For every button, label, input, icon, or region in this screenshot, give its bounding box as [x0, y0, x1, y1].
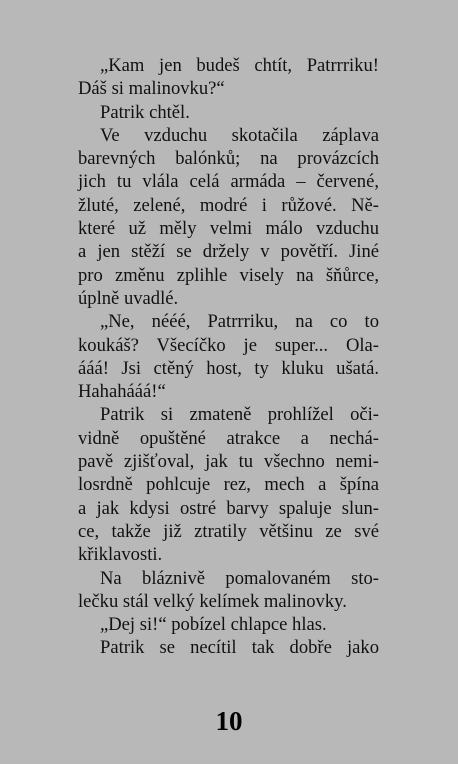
text-line: „Dej si!“ pobízel chlapce hlas.: [100, 614, 327, 636]
text-line: ááá! Jsi ctěný host, ty kluku ušatá.: [78, 357, 379, 379]
text-line: pro změnu zplihle visely na šňůrce,: [78, 264, 379, 286]
text-line: Dáš si malinovku?“: [78, 78, 225, 100]
text-line: křiklavosti.: [78, 544, 163, 566]
text-line: barevných balónků; na provázcích: [78, 148, 379, 170]
text-line: Patrik si zmateně prohlížel oči-: [100, 404, 379, 426]
text-line: losrdně pohlcuje rez, mech a špína: [78, 474, 379, 496]
text-line: úplně uvadlé.: [78, 287, 179, 309]
text-line: které už měly velmi málo vzduchu: [78, 218, 379, 240]
text-line: lečku stál velký kelímek malinovky.: [78, 590, 347, 612]
text-line: vidně opuštěné atrakce a nechá-: [78, 427, 379, 449]
text-line: žluté, zelené, modré i růžové. Ně-: [78, 194, 379, 216]
body-text: [78, 54, 379, 660]
text-line: Patrik se necítil tak dobře jako: [100, 637, 379, 659]
text-line: a jen stěží se držely v povětří. Jiné: [78, 241, 379, 263]
text-line: jich tu vlála celá armáda – červené,: [78, 171, 379, 193]
text-line: „Kam jen budeš chtít, Patrrriku!: [100, 55, 379, 76]
text-line: Patrik chtěl.: [100, 101, 190, 123]
text-line: Hahahááá!“: [78, 381, 166, 403]
page-number: 10: [215, 706, 243, 736]
text-line: Na bláznivě pomalovaném sto-: [100, 567, 379, 589]
text-line: koukáš? Všecíčko je super... Ola-: [78, 334, 379, 356]
text-line: ce, takže již ztratily většinu ze své: [78, 520, 379, 542]
text-line: „Ne, nééé, Patrrriku, na co to: [100, 311, 379, 333]
text-line: pavě zjišťoval, jak tu všechno nemi-: [78, 451, 379, 473]
text-line: Ve vzduchu skotačila záplava: [100, 124, 379, 146]
text-line: a jak kdysi ostré barvy spaluje slun-: [78, 497, 379, 519]
